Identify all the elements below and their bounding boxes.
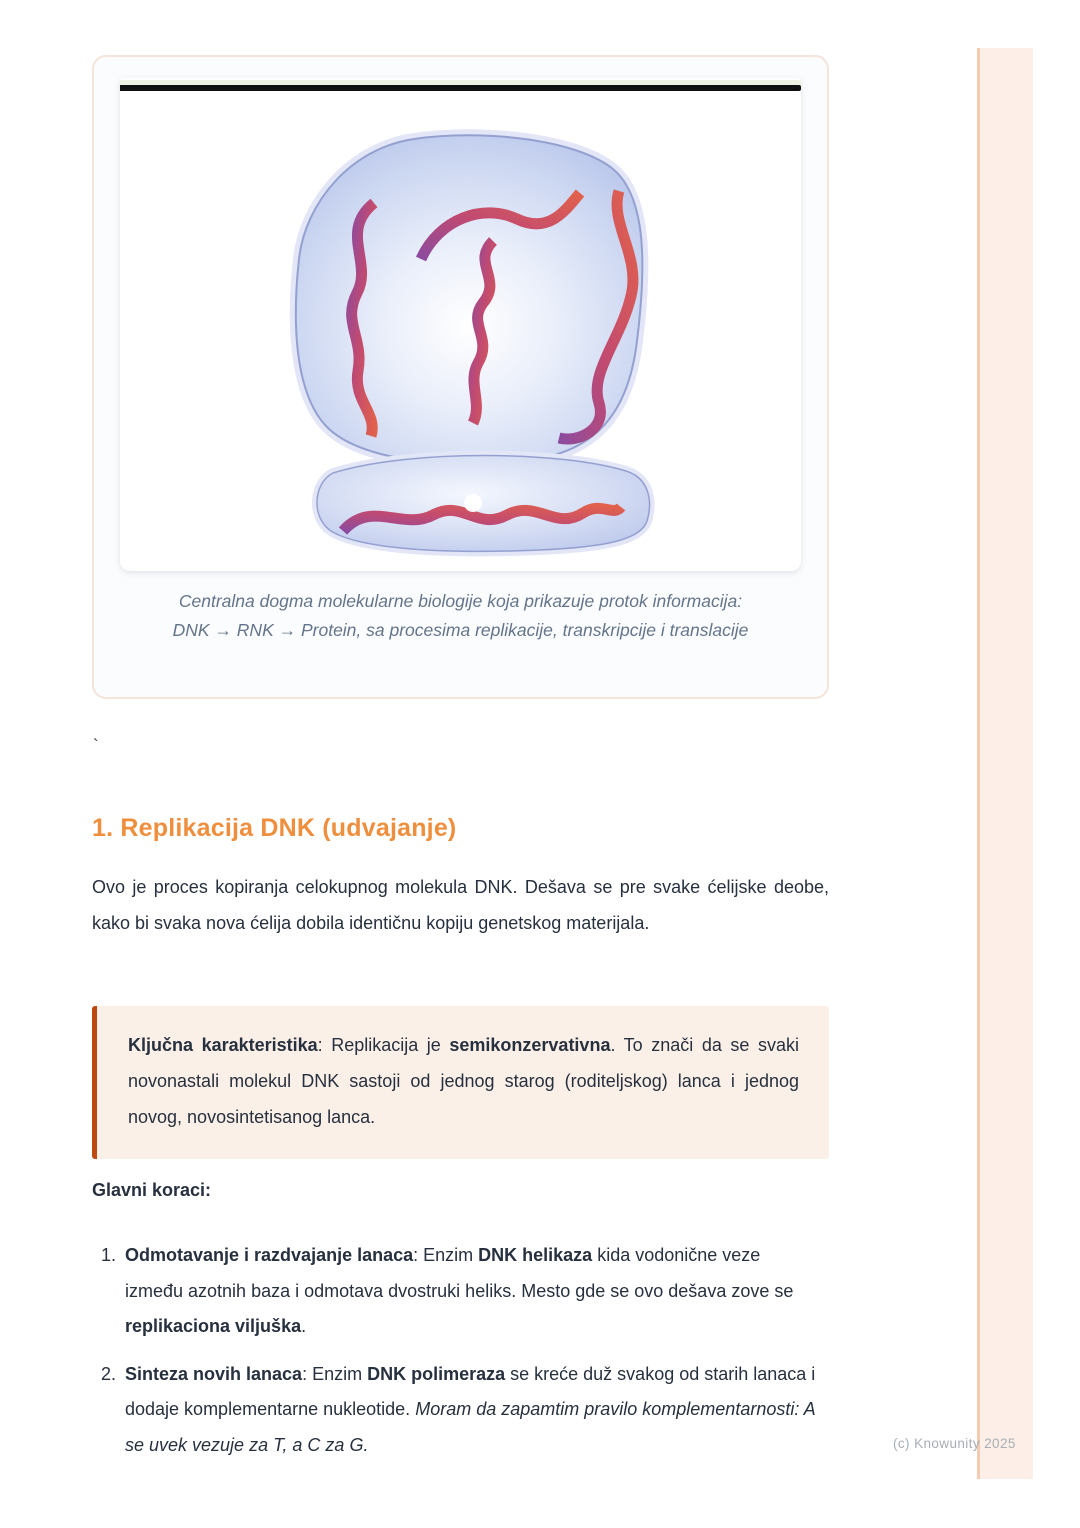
side-highlight-stripe [977,48,1033,1479]
figure-image [120,78,801,571]
section-heading: 1. Replikacija DNK (udvajanje) [92,814,457,842]
intro-paragraph: Ovo je proces kopiranja celokupnog molekula DNK. Dešava se pre svake ćelijske deobe, kako bi svaka nova ćelija dobila identičnu kopiju genetskog materijala. [92,877,829,933]
highlight-dot [464,494,482,512]
figure-caption-line1: Centralna dogma molekularne biologije koja prikazuje protok informacija: [178,591,743,611]
step-body-1: Odmotavanje i razdvajanje lanaca: Enzim DNK helikaza kida vodonične veze između azotnih baza i odmotava dvostruki heliks. Mesto gde se ovo dešava zove se replikaciona viljuška. [125,1245,794,1336]
figure-caption [94,587,827,645]
key-characteristic-callout [92,1006,829,1159]
callout-text: Ključna karakteristika: Replikacija je semikonzervativna. To znači da se svaki novonastali molekul DNK sastoji od jednog starog (roditeljskog) lanca i jednog novog, novosintetisanog lanca. [128,1035,799,1127]
steps-list [96,1238,818,1475]
figure-card [92,55,829,699]
cell-body [296,135,643,464]
stray-backtick: ` [93,736,99,755]
watermark: (c) Knowunity 2025 [893,1436,1016,1451]
dna-rna-cell-illustration [120,91,801,561]
figure-caption-line2: DNK → RNK → Protein, sa procesima replikacije, transkripcije i translacije [172,620,749,640]
step-body-2: Sinteza novih lanaca: Enzim DNK polimeraza se kreće duž svakog od starih lanaca i dodaje komplementarne nukleotide. Moram da zapamtim pravilo komplementarnosti: A se uvek vezuje za T, a C za G. [125,1363,816,1455]
step-item-1 [96,1238,818,1345]
step-marker-1: 1. [100,1245,116,1265]
steps-heading: Glavni koraci: [92,1180,212,1200]
step-item-2 [96,1357,818,1464]
step-marker-2: 2. [100,1363,116,1384]
